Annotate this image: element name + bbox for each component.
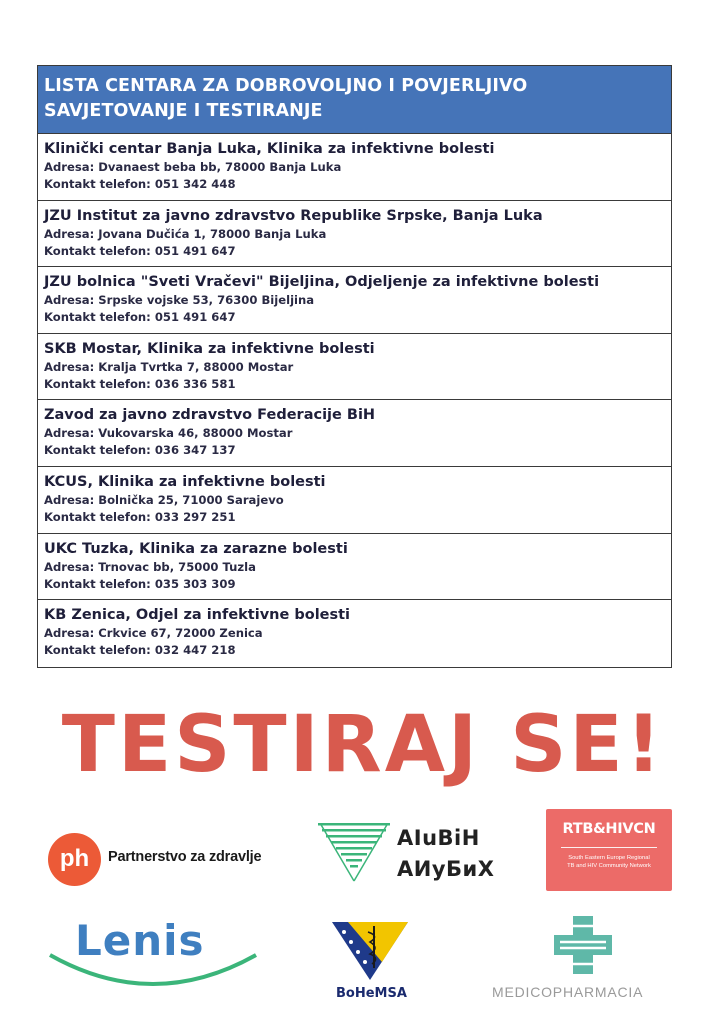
medicopharmacia-logo-text: MEDICOPHARMACIA xyxy=(492,984,644,1000)
center-name: JZU bolnica "Sveti Vračevi" Bijeljina, Odjeljenje za infektivne bolesti xyxy=(44,274,600,291)
aivih-cyrillic: АИуБиХ xyxy=(397,857,495,881)
aivih-logo-icon xyxy=(318,823,390,883)
rtb-divider xyxy=(561,847,657,848)
table-title-line1: LISTA CENTARA ZA DOBROVOLJNO I POVJERLJIVO xyxy=(44,76,528,96)
table-row xyxy=(38,334,671,401)
center-name: Klinički centar Banja Luka, Klinika za infektivne bolesti xyxy=(44,141,495,157)
center-address: Adresa: Jovana Dučića 1, 78000 Banja Luka xyxy=(44,226,327,241)
center-address: Adresa: Kralja Tvrtka 7, 88000 Mostar xyxy=(44,359,294,374)
lenis-logo-text: Lenis xyxy=(75,916,205,965)
testing-centers-table xyxy=(37,65,672,668)
center-address: Adresa: Crkvice 67, 72000 Zenica xyxy=(44,626,263,641)
table-row xyxy=(38,201,671,268)
center-address: Adresa: Trnovac bb, 75000 Tuzla xyxy=(44,559,256,574)
aivih-latin: AIuBiH xyxy=(397,826,480,850)
partnerstvo-logo-mark: ph xyxy=(48,833,101,886)
partnerstvo-logo-text: Partnerstvo za zdravlje xyxy=(108,849,262,865)
center-phone: Kontakt telefon: 051 342 448 xyxy=(44,177,236,191)
center-name: UKC Tuzka, Klinika za zarazne bolesti xyxy=(44,540,348,557)
center-address: Adresa: Vukovarska 46, 88000 Mostar xyxy=(44,426,293,441)
center-name: Zavod za javno zdravstvo Federacije BiH xyxy=(44,407,376,424)
table-row xyxy=(38,134,671,201)
table-row xyxy=(38,400,671,467)
center-address: Adresa: Dvanaest beba bb, 78000 Banja Luka xyxy=(44,160,342,174)
center-phone: Kontakt telefon: 032 447 218 xyxy=(44,643,236,658)
center-name: SKB Mostar, Klinika za infektivne bolesti xyxy=(44,340,375,357)
center-phone: Kontakt telefon: 036 336 581 xyxy=(44,376,236,391)
rtb-subtitle-1: South Eastern Europe Regional xyxy=(568,855,650,861)
rtb-subtitle-2: TB and HIV Community Network xyxy=(567,863,651,869)
table-row xyxy=(38,600,671,667)
bohemsa-logo-text: BoHeMSA xyxy=(336,986,407,1001)
center-phone: Kontakt telefon: 033 297 251 xyxy=(44,509,236,524)
center-phone: Kontakt telefon: 051 491 647 xyxy=(44,310,236,325)
center-phone: Kontakt telefon: 051 491 647 xyxy=(44,243,236,258)
table-row xyxy=(38,467,671,534)
bohemsa-emblem-icon xyxy=(330,918,410,982)
table-row xyxy=(38,267,671,334)
table-title-line2: SAVJETOVANJE I TESTIRANJE xyxy=(44,101,323,121)
table-header xyxy=(38,66,671,134)
center-address: Adresa: Srpske vojske 53, 76300 Bijeljina xyxy=(44,293,315,308)
center-name: KB Zenica, Odjel za infektivne bolesti xyxy=(44,607,351,624)
slogan-headline: TESTIRAJ SE! xyxy=(61,700,665,790)
table-row xyxy=(38,534,671,601)
center-name: JZU Institut za javno zdravstvo Republike Srpske, Banja Luka xyxy=(44,207,543,224)
rtb-title: RTB&HIVCN xyxy=(562,821,656,837)
center-phone: Kontakt telefon: 035 303 309 xyxy=(44,576,236,591)
center-name: KCUS, Klinika za infektivne bolesti xyxy=(44,473,326,490)
center-address: Adresa: Bolnička 25, 71000 Sarajevo xyxy=(44,492,284,507)
rtb-hivcn-logo xyxy=(546,809,672,891)
center-phone: Kontakt telefon: 036 347 137 xyxy=(44,443,236,458)
medicopharmacia-cross-icon xyxy=(552,914,614,976)
aivih-logo-text xyxy=(397,823,494,885)
